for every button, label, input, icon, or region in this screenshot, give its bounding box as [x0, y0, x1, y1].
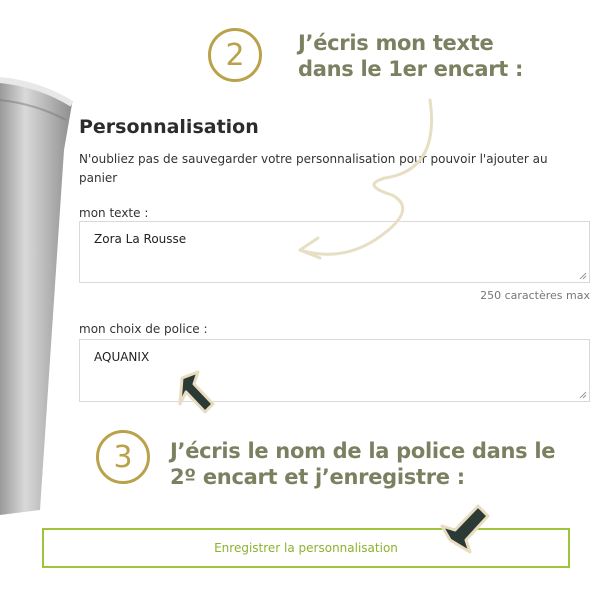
step-3-badge	[96, 430, 150, 484]
font-field-label: mon choix de police :	[79, 322, 208, 336]
step-2-number: 2	[225, 37, 245, 73]
resize-handle-icon[interactable]	[579, 391, 587, 399]
char-counter: 250 caractères max	[480, 289, 590, 302]
step-3-line-2: 2º encart et j’enregistre :	[170, 465, 465, 489]
step-2-instruction	[298, 30, 523, 82]
resize-handle-icon[interactable]	[579, 272, 587, 280]
step-2-badge	[208, 28, 262, 82]
cup-image	[0, 0, 80, 520]
font-input-value: AQUANIX	[94, 350, 150, 364]
step-3-number: 3	[113, 439, 133, 475]
step-3-line-1: J’écris le nom de la police dans le	[170, 439, 556, 463]
step-3-instruction	[170, 438, 590, 490]
save-personalisation-button[interactable]: Enregistrer la personnalisation	[42, 528, 570, 568]
text-input-value: Zora La Rousse	[94, 232, 187, 246]
text-field-label: mon texte :	[79, 206, 149, 220]
form-description: N'oubliez pas de sauvegarder votre personnalisation pour pouvoir l'ajouter au panier	[79, 152, 548, 185]
step-2-line-2: dans le 1er encart :	[298, 57, 524, 81]
step-2-line-1: J’écris mon texte	[298, 31, 494, 55]
form-title: Personnalisation	[79, 116, 259, 138]
font-input[interactable]	[79, 339, 590, 402]
text-input[interactable]	[79, 221, 590, 283]
